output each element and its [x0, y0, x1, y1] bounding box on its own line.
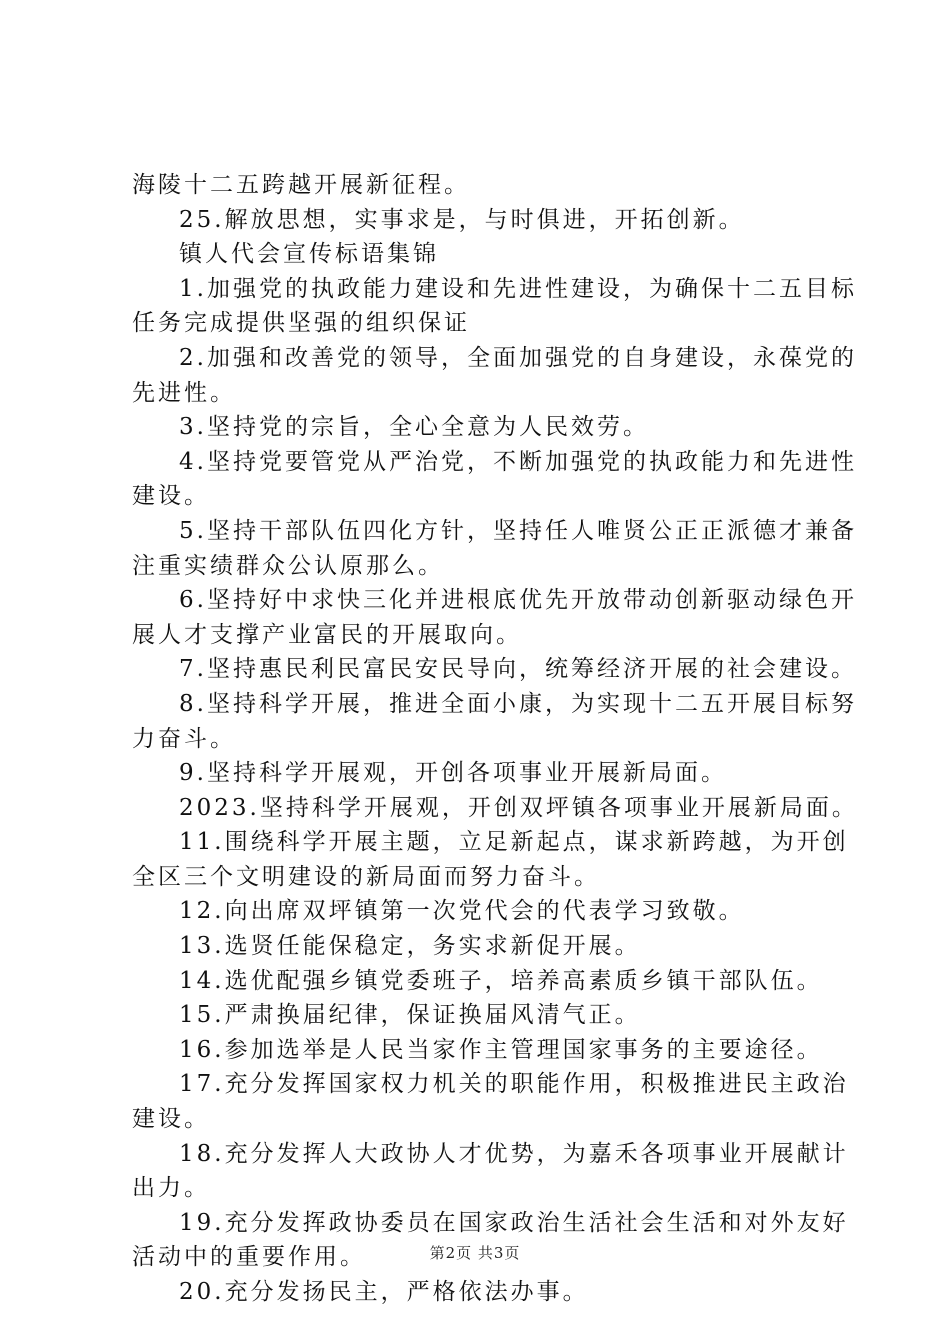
text-line: 2023.坚持科学开展观，开创双坪镇各项事业开展新局面。 [179, 794, 858, 821]
text-line: 8.坚持科学开展，推进全面小康，为实现十二五开展目标努 [179, 690, 857, 717]
text-line: 6.坚持好中求快三化并进根底优先开放带动创新驱动绿色开 [179, 587, 857, 614]
text-line: 建设。 [132, 1106, 210, 1133]
text-line: 出力。 [132, 1175, 210, 1202]
text-line: 5.坚持干部队伍四化方针，坚持任人唯贤公正正派德才兼备 [179, 517, 857, 544]
text-line: 注重实绩群众公认原那么。 [132, 552, 444, 579]
text-line: 活动中的重要作用。 [132, 1244, 366, 1271]
text-line: 先进性。 [132, 379, 236, 406]
text-line: 13.选贤任能保稳定，务实求新促开展。 [179, 933, 641, 960]
text-line: 11.围绕科学开展主题，立足新起点，谋求新跨越，为开创 [179, 829, 849, 856]
text-line: 1.加强党的执政能力建设和先进性建设，为确保十二五目标 [179, 275, 857, 302]
section-heading: 镇人代会宣传标语集锦 [179, 241, 439, 268]
text-line: 18.充分发挥人大政协人才优势，为嘉禾各项事业开展献计 [179, 1140, 849, 1167]
text-line: 15.严肃换届纪律，保证换届风清气正。 [179, 1002, 641, 1029]
text-line: 力奋斗。 [132, 725, 236, 752]
text-line: 12.向出席双坪镇第一次党代会的代表学习致敬。 [179, 898, 745, 925]
text-line: 7.坚持惠民利民富民安民导向，统筹经济开展的社会建设。 [179, 656, 857, 683]
text-line: 海陵十二五跨越开展新征程。 [132, 172, 470, 198]
text-line: 3.坚持党的宗旨，全心全意为人民效劳。 [179, 414, 649, 441]
text-line: 全区三个文明建设的新局面而努力奋斗。 [132, 863, 600, 890]
text-line: 4.坚持党要管党从严治党，不断加强党的执政能力和先进性 [179, 448, 857, 475]
page-number-footer: 第2页 共3页 [429, 1244, 521, 1262]
text-line: 20.充分发扬民主，严格依法办事。 [179, 1279, 589, 1305]
text-line: 9.坚持科学开展观，开创各项事业开展新局面。 [179, 760, 727, 787]
document-body [132, 168, 858, 1310]
text-line: 任务完成提供坚强的组织保证 [132, 310, 470, 337]
text-line: 19.充分发挥政协委员在国家政治生活社会生活和对外友好 [179, 1209, 849, 1236]
text-line: 14.选优配强乡镇党委班子，培养高素质乡镇干部队伍。 [179, 967, 823, 994]
text-line: 展人才支撑产业富民的开展取向。 [132, 621, 522, 648]
text-line: 25.解放思想，实事求是，与时俱进，开拓创新。 [179, 206, 745, 233]
text-line: 17.充分发挥国家权力机关的职能作用，积极推进民主政治 [179, 1071, 849, 1098]
text-line: 16.参加选举是人民当家作主管理国家事务的主要途径。 [179, 1036, 823, 1063]
text-line: 建设。 [132, 483, 210, 510]
text-line: 2.加强和改善党的领导，全面加强党的自身建设，永葆党的 [179, 344, 857, 371]
